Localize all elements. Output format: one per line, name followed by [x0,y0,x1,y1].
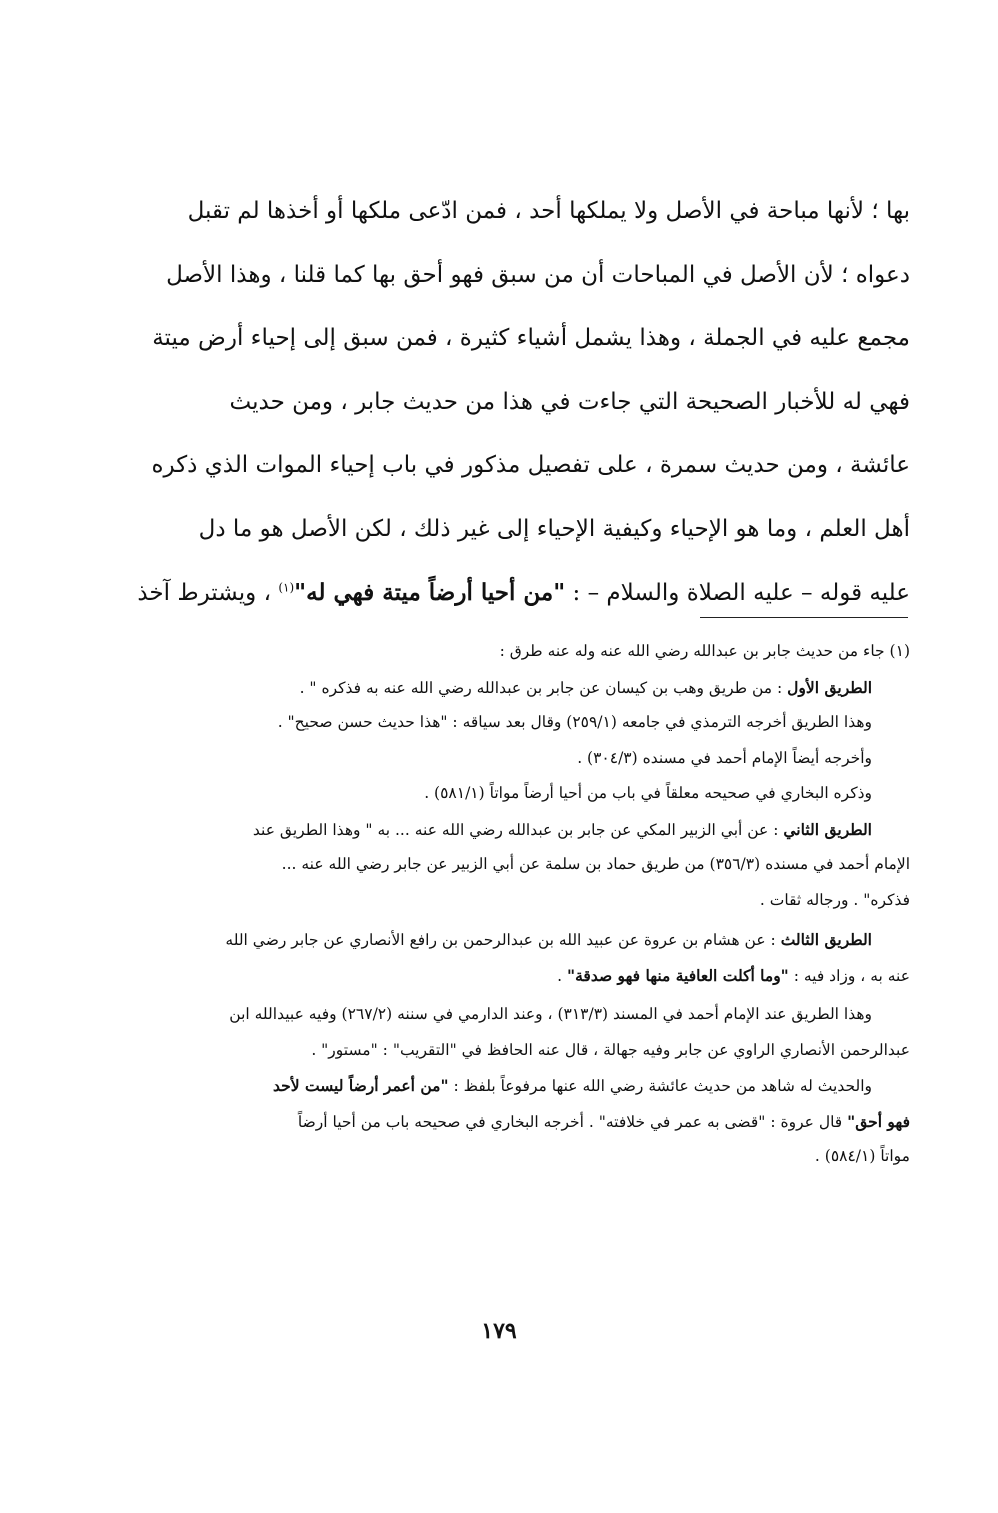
first-detail-line: وذكره البخاري في صحيحه معلقاً في باب من أحيا أرضاً مواتاً (٥٨١/١) . [424,784,872,802]
footnotes-section [75,634,910,1175]
witness-line [75,1068,910,1104]
witness-quote: "من أعمر أرضاً ليست لأحد [273,1076,449,1095]
footnote-intro: (١) جاء من حديث جابر بن عبدالله رضي الله عنه وله عنه طرق : [499,642,910,660]
main-text-pre: عليه قوله – عليه الصلاة والسلام – : [565,580,910,606]
third-path-line [75,922,910,958]
witness-text: قال عروة : "قضى به عمر في خلافته" . أخرجه البخاري في صحيحه باب من أحيا أرضاً [297,1112,848,1131]
third-path-pre: عنه به ، وزاد فيه : [788,966,910,985]
main-text-body [78,180,910,625]
first-path-label: الطريق الأول [787,677,872,697]
witness-line [75,1104,910,1140]
second-path-line [75,812,910,848]
second-path-line: الإمام أحمد في مسنده (٣٥٦/٣) من طريق حماد بن سلمة عن أبي الزبير عن جابر رضي الله عنه ... [281,855,910,873]
first-detail-line: وهذا الطريق أخرجه الترمذي في جامعه (٢٥٩/١) وقال بعد سياقه : "هذا حديث حسن صحيح" . [277,713,872,731]
page-number: ١٧٩ [481,1318,517,1344]
main-text-line: بها ؛ لأنها مباحة في الأصل ولا يملكها أحد ، فمن ادّعى ملكها أو أخذها لم تقبل [187,198,910,224]
main-text-line: أهل العلم ، وما هو الإحياء وكيفية الإحياء إلى غير ذلك ، لكن الأصل هو ما دل [198,515,910,542]
hadith-quote: "من أحيا أرضاً ميتة فهي له" [294,579,566,606]
first-path-line [75,670,910,706]
witness-pre: والحديث له شاهد من حديث عائشة رضي الله عنها مرفوعاً بلفظ : [448,1077,872,1095]
first-detail-line: وأخرجه أيضاً الإمام أحمد في مسنده (٣٠٤/٣) . [577,748,872,767]
footnote-reference[interactable]: (١) [278,580,295,595]
third-path-label: الطريق الثالث [780,930,872,949]
main-text-line: دعواه ؛ لأن الأصل في المباحات أن من سبق فهو أحق بها كما قلنا ، وهذا الأصل [166,261,910,288]
first-path-text: : من طريق وهب بن كيسان عن جابر بن عبدالله رضي الله عنه به فذكره " . [299,678,788,697]
main-text-last-line [78,561,910,625]
second-path-line: فذكره" . ورجاله ثقات . [759,890,910,909]
main-text-post: ، ويشترط آخذ [137,580,279,606]
witness-quote-end: فهو أحق" [847,1111,910,1131]
second-path-label: الطريق الثاني [783,819,872,839]
second-path-text: : عن أبي الزبير المكي عن جابر بن عبدالله رضي الله عنه ... به " وهذا الطريق عند [252,820,784,839]
third-path-line [75,958,910,994]
main-text-line: مجمع عليه في الجملة ، وهذا يشمل أشياء كثيرة ، فمن سبق إلى إحياء أرض ميتة [152,325,910,351]
witness-line: مواتاً (٥٨٤/١) . [814,1147,910,1165]
third-detail-line: عبدالرحمن الأنصاري الراوي عن جابر وفيه جهالة ، قال عنه الحافظ في "التقريب" : "مستور" . [311,1040,910,1059]
footnote-separator [700,617,908,618]
third-path-text: : عن هشام بن عروة عن عبيد الله بن عبدالرحمن بن رافع الأنصاري عن جابر رضي الله [225,931,781,949]
main-text-line: عائشة ، ومن حديث سمرة ، على تفصيل مذكور في باب إحياء الموات الذي ذكره [151,452,910,478]
third-path-post: . [557,966,568,985]
third-path-quote: "وما أكلت العافية منها فهو صدقة" [567,965,789,985]
third-detail-line: وهذا الطريق عند الإمام أحمد في المسند (٣١٣/٣) ، وعند الدارمي في سننه (٢٦٧/٢) وفيه عبيدالله ابن [229,1005,872,1023]
main-text-line: فهي له للأخبار الصحيحة التي جاءت في هذا من حديث جابر ، ومن حديث [229,388,910,415]
